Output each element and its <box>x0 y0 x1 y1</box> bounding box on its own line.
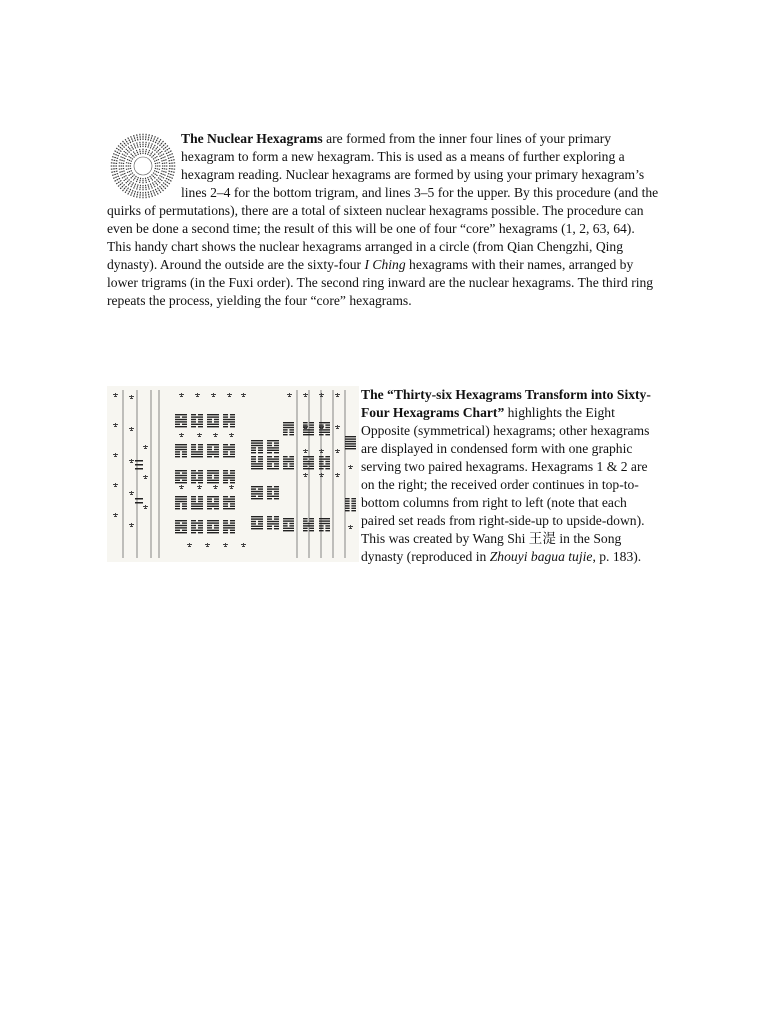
nuclear-hexagram-circle-image <box>107 130 179 202</box>
nuclear-hexagrams-text-a: are formed from the inner four lines of your primary hexagram to form a new hexagram. This is used as a means of further exploring a hexagram reading. Nuclear hexagrams are formed by using your primary hexagram’s lines 2–4 for the bottom trigram, and lines 3–5 for the upper. By this procedure (and the quirks of permutations), there are a total of sixteen nuclear hexagrams possible. The procedure can even be done a second time; the result of this will be one of four “core” hexagrams (1, 2, 63, 64). This handy chart shows the nuclear hexagrams arranged in a circle (from Qian Chengzhi, Qing dynasty). Around the outside are the sixty-four <box>107 131 659 272</box>
nuclear-hexagrams-paragraph <box>107 130 660 310</box>
chart-title: Thirty-six Hexagrams Transform into Sixty-Four Hexagrams Chart <box>361 387 651 420</box>
nuclear-hexagrams-title: The Nuclear Hexagrams <box>181 131 323 146</box>
thirty-six-hexagrams-paragraph <box>107 386 660 566</box>
chart-text-b: , p. 183). <box>592 549 642 564</box>
thirty-six-hexagrams-chart-image <box>107 386 359 562</box>
book-title-italic: Zhouyi bagua tujie <box>489 549 593 564</box>
nuclear-hexagrams-text-b: hexagrams with their names, arranged by lower trigrams (in the Fuxi order). The second ring inward are the nuclear hexagrams. The third ring repeats the process, yielding the four “core” hexagrams. <box>107 257 654 308</box>
chart-title-quote-open: The “ <box>361 387 394 402</box>
i-ching-italic: I Ching <box>364 257 406 272</box>
chart-title-quote-close: ” <box>497 405 505 420</box>
chart-text-a: highlights the Eight Opposite (symmetrical) hexagrams; other hexagrams are displayed in condensed form with one graphic serving two paired hexagrams. Hexagrams 1 & 2 are on the right; the received order continues in top-to-bottom columns from right to left (note that each paired set reads from right-side-up to upside-down). This was created by Wang Shi 王湜 in the Song dynasty (reproduced in <box>361 405 650 564</box>
